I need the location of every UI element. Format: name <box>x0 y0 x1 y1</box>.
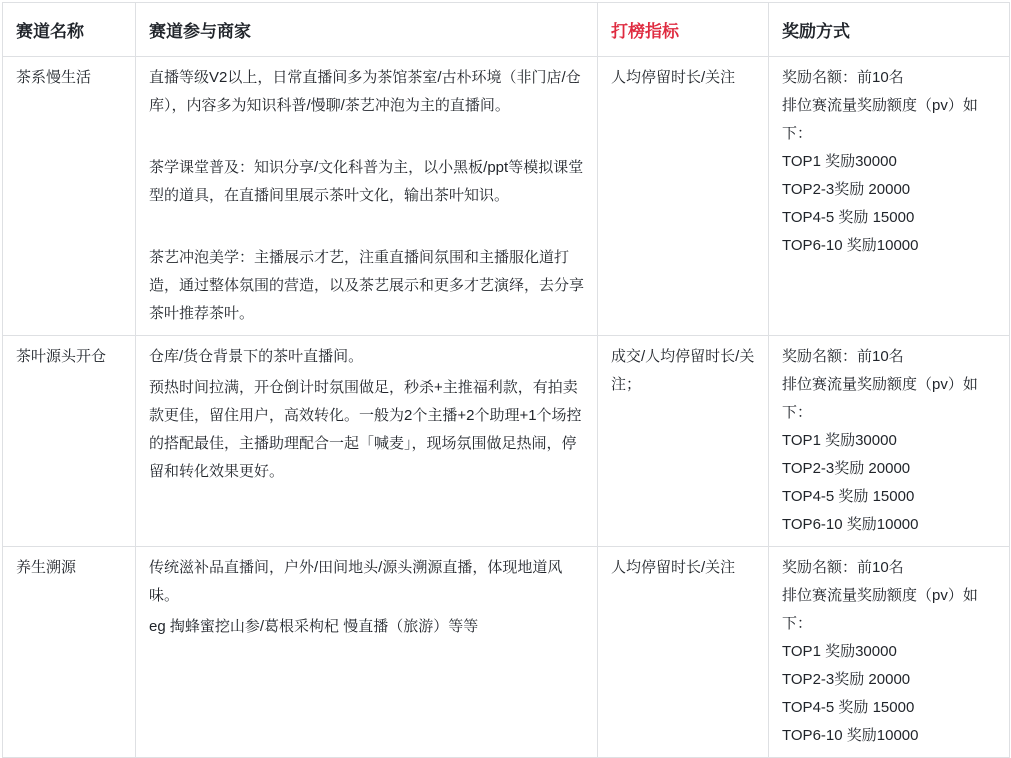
reward-line: 排位赛流量奖励额度（pv）如下： <box>782 97 978 142</box>
merchants-cell[interactable] <box>136 336 598 547</box>
track-name-text: 茶系慢生活 <box>16 69 92 86</box>
reward-line: TOP4-5 奖励 15000 <box>782 699 915 716</box>
reward-line: TOP4-5 奖励 15000 <box>782 209 915 226</box>
column-header-track-name[interactable]: 赛道名称 <box>3 3 136 57</box>
cell-paragraph: 茶学课堂普及：知识分享/文化科普为主，以小黑板/ppt等模拟课堂型的道具，在直播间里展示茶叶文化，输出茶叶知识。 <box>149 159 584 204</box>
reward-line: 奖励名额：前10名 <box>782 348 904 365</box>
merchants-cell[interactable] <box>136 57 598 336</box>
reward-line: TOP1 奖励30000 <box>782 153 897 170</box>
cell-paragraph-blank <box>149 123 584 151</box>
metrics-cell[interactable] <box>598 57 769 336</box>
track-name-cell[interactable] <box>3 336 136 547</box>
cell-paragraph: 茶艺冲泡美学：主播展示才艺，注重直播间氛围和主播服化道打造，通过整体氛围的营造，以及茶艺展示和更多才艺演绎，去分享茶叶推荐茶叶。 <box>149 249 585 322</box>
column-header-merchants[interactable]: 赛道参与商家 <box>136 3 598 57</box>
metrics-text: 人均停留时长/关注 <box>611 69 736 86</box>
table-row <box>3 547 1010 758</box>
header-row <box>3 3 1010 57</box>
reward-line: 排位赛流量奖励额度（pv）如下： <box>782 376 978 421</box>
table-row <box>3 336 1010 547</box>
rewards-cell[interactable] <box>769 547 1010 758</box>
metrics-cell[interactable] <box>598 336 769 547</box>
table-row <box>3 57 1010 336</box>
track-name-text: 养生溯源 <box>16 559 77 576</box>
reward-line: 奖励名额：前10名 <box>782 559 904 576</box>
cell-paragraph: 传统滋补品直播间，户外/田间地头/源头溯源直播，体现地道风味。 <box>149 559 563 604</box>
reward-line: 奖励名额：前10名 <box>782 69 904 86</box>
reward-line: TOP6-10 奖励10000 <box>782 237 919 254</box>
column-header-metrics[interactable]: 打榜指标 <box>598 3 769 57</box>
reward-line: TOP1 奖励30000 <box>782 643 897 660</box>
reward-line: TOP4-5 奖励 15000 <box>782 488 915 505</box>
cell-paragraph: 预热时间拉满，开仓倒计时氛围做足，秒杀+主推福利款，有拍卖款更佳，留住用户，高效转化。一般为2个主播+2个助理+1个场控的搭配最佳，主播助理配合一起「喊麦」，现场氛围做足热闹，停留和转化效果更好。 <box>149 379 582 480</box>
metrics-text: 人均停留时长/关注 <box>611 559 736 576</box>
track-name-cell[interactable] <box>3 57 136 336</box>
metrics-cell[interactable] <box>598 547 769 758</box>
cell-paragraph: eg 掏蜂蜜挖山参/葛根采枸杞 慢直播（旅游）等等 <box>149 618 479 635</box>
merchants-cell[interactable] <box>136 547 598 758</box>
reward-line: TOP6-10 奖励10000 <box>782 516 919 533</box>
reward-line: TOP1 奖励30000 <box>782 432 897 449</box>
tracks-table <box>2 2 1010 758</box>
rewards-cell[interactable] <box>769 336 1010 547</box>
reward-line: 排位赛流量奖励额度（pv）如下： <box>782 587 978 632</box>
reward-line: TOP2-3奖励 20000 <box>782 460 911 477</box>
column-header-rewards[interactable]: 奖励方式 <box>769 3 1010 57</box>
track-name-text: 茶叶源头开仓 <box>16 348 107 365</box>
cell-paragraph: 仓库/货仓背景下的茶叶直播间。 <box>149 348 364 365</box>
reward-line: TOP2-3奖励 20000 <box>782 671 911 688</box>
metrics-text: 成交/人均停留时长/关注； <box>611 348 755 393</box>
track-name-cell[interactable] <box>3 547 136 758</box>
cell-paragraph-blank <box>149 213 584 241</box>
cell-paragraph: 直播等级V2以上，日常直播间多为茶馆茶室/古朴环境（非门店/仓库），内容多为知识科普/慢聊/茶艺冲泡为主的直播间。 <box>149 69 581 114</box>
reward-line: TOP2-3奖励 20000 <box>782 181 911 198</box>
rewards-cell[interactable] <box>769 57 1010 336</box>
reward-line: TOP6-10 奖励10000 <box>782 727 919 744</box>
